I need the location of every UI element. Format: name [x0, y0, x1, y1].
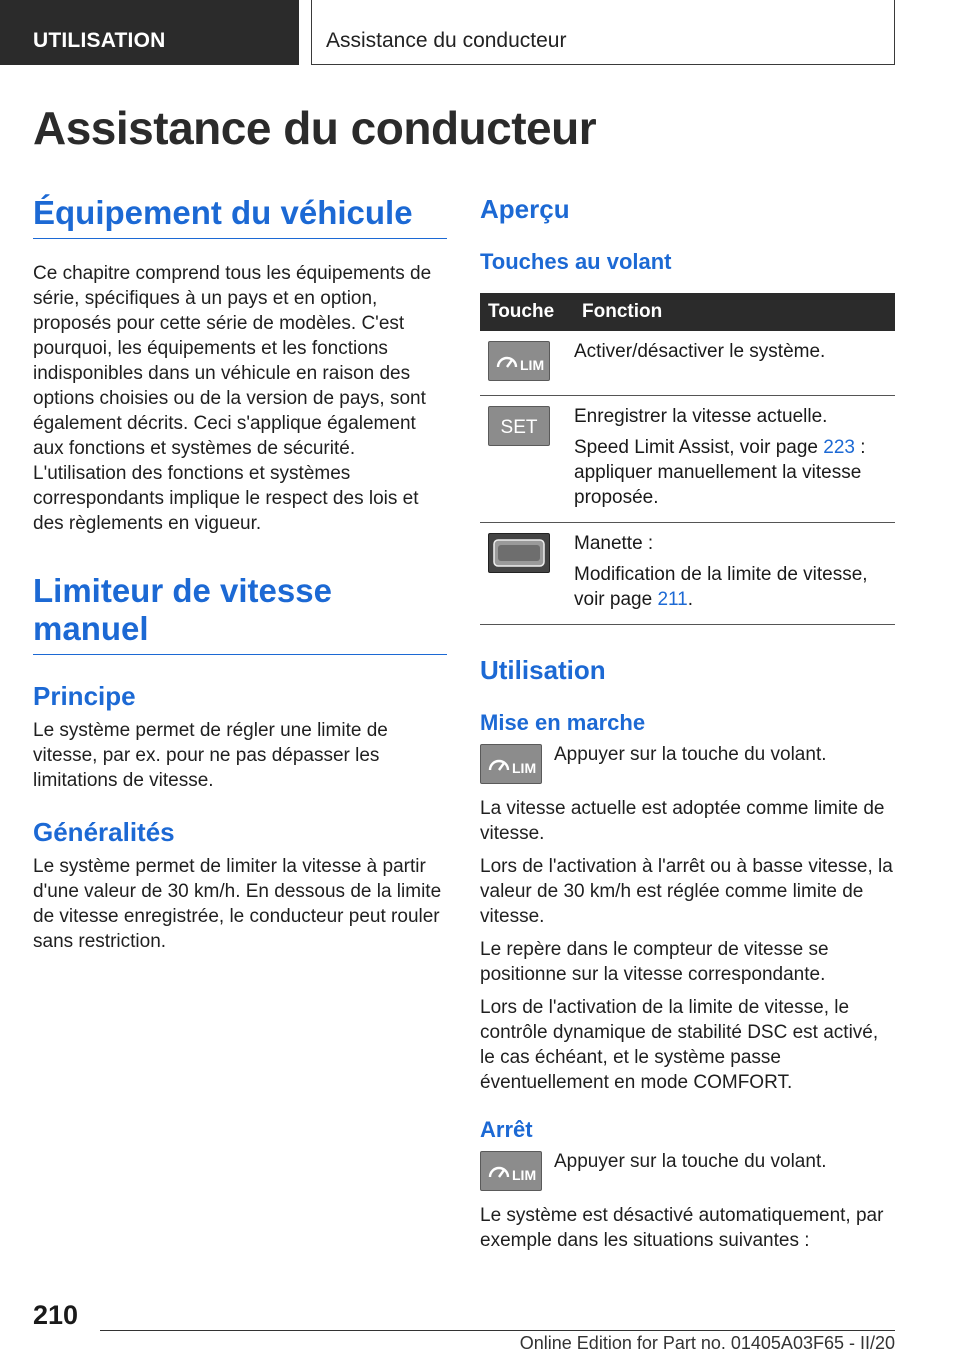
buttons-table [480, 293, 895, 625]
equipment-text: Ce chapitre comprend tous les équipements de série, spécifiques à un pays et en option, proposés pour cette série de modèles. C'est pourquoi, les équipements et les fonctions indisponibles dans un véhicule en raison des options choisies ou de la version de pays, sont également décrits. Ceci s'applique également aux fonctions et systèmes de sécurité. L'utilisation des fonctions et systèmes correspondants implique le respect des lois et des règlements en vigueur. [33, 263, 432, 534]
function-cell [574, 331, 895, 396]
function-note-text: Modification de la limite de vitesse, voir page [574, 564, 868, 610]
lim-label: LIM [512, 760, 537, 776]
edition-note: Online Edition for Part no. 01405A03F65 - II/20 [519, 1333, 895, 1353]
stop-paragraph-1: Le système est désactivé automatiquement, par exemple dans les situations suivantes : [480, 1205, 884, 1251]
set-label: SET [500, 417, 538, 438]
stop-action: Appuyer sur la touche du volant. [554, 1151, 827, 1172]
function-text: Activer/désactiver le système. [574, 341, 826, 362]
page-title: Assistance du conducteur [33, 102, 597, 154]
lim-button-icon [480, 744, 542, 784]
start-heading: Mise en marche [480, 710, 646, 735]
set-button-icon [488, 406, 550, 446]
function-note-text: . [687, 589, 694, 610]
page-link-211[interactable]: 211 [657, 589, 688, 610]
equipment-heading: Équipement du véhicule [33, 194, 447, 239]
key-cell [480, 396, 574, 523]
table-row [480, 331, 895, 396]
limiter-heading: Limiteur de vitesse manuel [33, 572, 447, 655]
stop-heading: Arrêt [480, 1117, 533, 1142]
header-title: Assistance du conducteur [311, 0, 895, 65]
key-cell [480, 523, 574, 625]
table-row [480, 396, 895, 523]
column-header-function: Fonction [574, 293, 895, 331]
start-paragraph-3: Le repère dans le compteur de vitesse se positionne sur la vitesse correspondante. [480, 939, 829, 985]
start-action: Appuyer sur la touche du volant. [554, 744, 827, 765]
table-header-row [480, 293, 895, 331]
column-header-key: Touche [480, 293, 574, 331]
lim-button-icon [480, 1151, 542, 1191]
stop-instruction [480, 1151, 895, 1191]
principle-text: Le système permet de régler une limite de vitesse, par ex. pour ne pas dépasser les limitations de vitesse. [33, 720, 388, 791]
general-heading: Généralités [33, 817, 175, 847]
rocker-switch-icon [488, 533, 550, 573]
right-column [480, 194, 895, 1253]
overview-heading: Aperçu [480, 194, 570, 224]
lim-label: LIM [520, 357, 545, 373]
function-note-text: : appliquer manuellement la vitesse proposée. [574, 437, 866, 508]
lim-button-icon [488, 341, 550, 381]
function-note-text: Speed Limit Assist, voir page [574, 437, 824, 458]
footer-divider [100, 1330, 895, 1331]
function-text: Manette : [574, 533, 654, 554]
page-number: 210 [33, 1300, 79, 1330]
key-cell [480, 331, 574, 396]
start-paragraph-1: La vitesse actuelle est adoptée comme limite de vitesse. [480, 798, 885, 844]
usage-heading: Utilisation [480, 655, 606, 685]
general-text: Le système permet de limiter la vitesse à partir d'une valeur de 30 km/h. En dessous de la limite de vitesse enregistrée, le conducteur peut rouler sans restriction. [33, 856, 442, 952]
start-paragraph-2: Lors de l'activation à l'arrêt ou à basse vitesse, la valeur de 30 km/h est réglée comme limite de vitesse. [480, 856, 893, 927]
function-note [574, 435, 895, 510]
function-cell [574, 523, 895, 625]
left-column [33, 194, 447, 954]
buttons-heading: Touches au volant [480, 249, 672, 274]
start-paragraph-4: Lors de l'activation de la limite de vitesse, le contrôle dynamique de stabilité DSC est activé, le cas échéant, et le système passe éventuellement en mode COMFORT. [480, 997, 879, 1093]
principle-heading: Principe [33, 681, 136, 711]
start-instruction [480, 744, 895, 784]
function-text: Enregistrer la vitesse actuelle. [574, 406, 828, 427]
section-tab: UTILISATION [0, 0, 299, 65]
page-link-223[interactable]: 223 [823, 437, 855, 458]
function-cell [574, 396, 895, 523]
function-note [574, 562, 895, 612]
lim-label: LIM [512, 1167, 537, 1183]
table-row [480, 523, 895, 625]
